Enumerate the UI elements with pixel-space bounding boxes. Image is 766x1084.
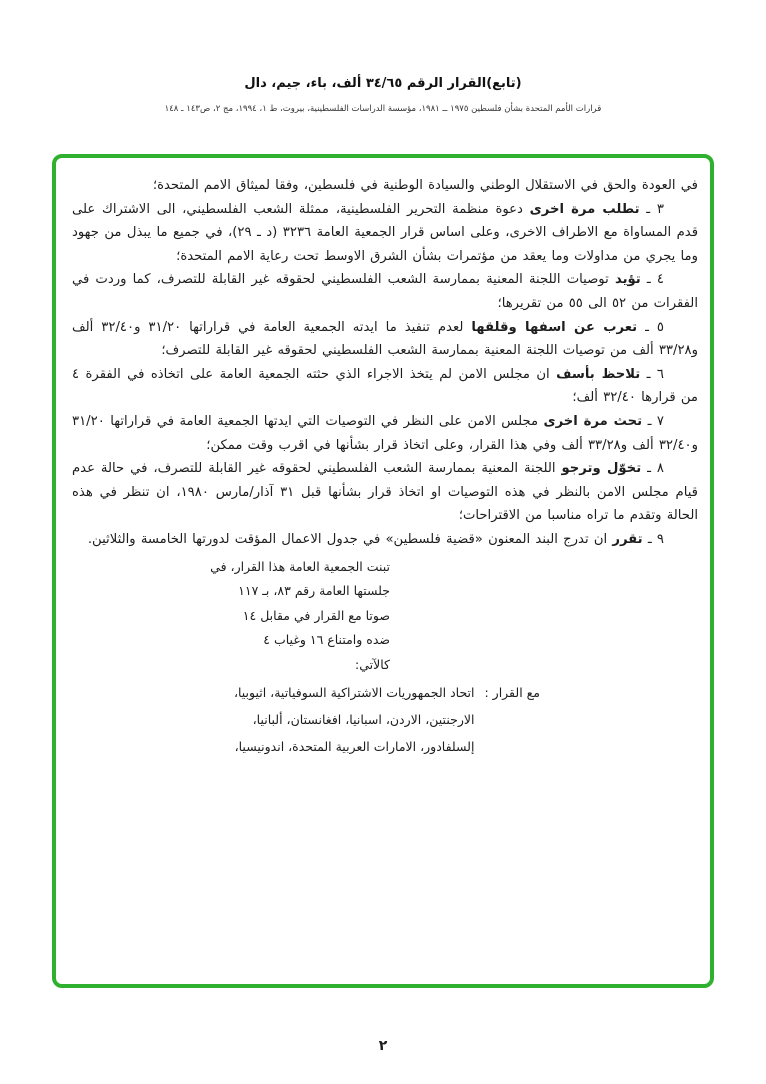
vote-for-label: مع القرار : (484, 685, 540, 701)
paragraph-body: ان تدرج البند المعنون «قضية فلسطين» في جدول الاعمال المؤقت لدورتها الخامسة والثلاثين. (87, 531, 608, 547)
resolution-title: (تابع)القرار الرقم ٣٤/٦٥ ألف، باء، جيم، دال (244, 76, 522, 91)
paragraph-lead: تعرب عن اسفها وقلقها (471, 319, 638, 335)
paragraph-number: ٨ ـ (647, 461, 664, 477)
paragraph-lead: تطلب مرة اخرى (529, 201, 640, 217)
resolution-paragraph-4 (72, 268, 698, 315)
paragraph-number: ٥ ـ (645, 319, 665, 335)
source-citation: قرارات الأمم المتحدة بشأن فلسطين ١٩٧٥ ــ ١٩٨١، مؤسسة الدراسات الفلسطينية، بيروت، ط ١، ١٩٩٤، مج ٢، ص١٤٣ ـ ١٤٨ (164, 104, 602, 114)
paragraph-number: ٩ ـ (647, 531, 664, 547)
resolution-frame (52, 154, 714, 988)
paragraph-number: ٤ ـ (646, 272, 665, 288)
resolution-paragraph-7 (72, 410, 698, 457)
vote-countries-line: إلسلفادور، الامارات العربية المتحدة، اندونيسيا، (234, 739, 475, 755)
paragraph-lead: تحث مرة اخرى (543, 413, 643, 429)
paragraph-body: ان مجلس الامن لم يتخذ الاجراء الذي حثته الجمعية العامة على اتخاذه في الفقرة ٤ من قرارها ٣٢/٤٠ ألف؛ (72, 366, 698, 406)
document-header (0, 76, 766, 114)
vote-record (72, 679, 540, 760)
paragraph-body: دعوة منظمة التحرير الفلسطينية، ممثلة الشعب الفلسطيني، الى الاشتراك على قدم المساواة مع الاطراف الاخرى، وعلى اساس قرار الجمعية العامة ٣٢٣٦ (د ـ ٢٩)، في جميع ما يبذل من جهود وما يجري من مداولات وما يعقد من مؤتمرات بشأن الشرق الاوسط تحت رعاية الامم المتحدة؛ (72, 201, 698, 264)
adoption-statement (72, 555, 390, 678)
paragraph-number: ٦ ـ (646, 366, 664, 382)
vote-countries-line: اتحاد الجمهوريات الاشتراكية السوفياتية، اثيوبيا، (233, 685, 475, 701)
resolution-paragraph-9 (72, 528, 698, 552)
adoption-line: ضده وامتناع ١٦ وغياب ٤ (263, 632, 390, 648)
resolution-paragraph-3 (72, 198, 698, 269)
paragraph-number: ٧ ـ (647, 413, 664, 429)
paragraph-number: ٣ ـ (646, 201, 664, 217)
vote-countries (72, 679, 474, 760)
paragraph-continuation: في العودة والحق في الاستقلال الوطني والسيادة الوطنية في فلسطين، وفقا لميثاق الامم المتحدة؛ (152, 178, 698, 193)
adoption-line: جلستها العامة رقم ٨٣، بـ ١١٧ (238, 583, 390, 599)
adoption-line: تبنت الجمعية العامة هذا القرار، في (210, 558, 390, 574)
paragraph-body: لعدم تنفيذ ما ايدته الجمعية العامة في قراراتها ٣١/٢٠ و٣٢/٤٠ ألف و٣٣/٢٨ ألف من توصيات اللجنة المعنية بممارسة الشعب الفلسطيني لحقوقه غير القابلة للتصرف؛ (72, 319, 698, 359)
paragraph-lead: تلاحظ بأسف (556, 366, 641, 382)
adoption-line: كالآتي: (355, 656, 390, 672)
paragraph-body: توصيات اللجنة المعنية بممارسة الشعب الفلسطيني لحقوقه غير القابلة للتصرف، كما وردت في الفقرات من ٥٢ الى ٥٥ من تقريرها؛ (72, 272, 698, 311)
paragraph-lead: تخوّل وترجو (561, 461, 642, 477)
resolution-paragraph-5 (72, 316, 698, 363)
vote-countries-line: الارجنتين، الاردن، اسبانيا، افغانستان، ألبانيا، (252, 712, 475, 728)
paragraph-lead: تؤيد (614, 272, 641, 288)
paragraph-body: مجلس الامن على النظر في التوصيات التي ايدتها الجمعية العامة في قراراتها ٣١/٢٠ و٣٢/٤٠ ألف و٣٣/٢٨ ألف وفي هذا القرار، وعلى اتخاذ قرار بشأنها في اقرب وقت ممكن؛ (72, 413, 698, 453)
resolution-paragraph-6 (72, 363, 698, 410)
resolution-paragraph-8 (72, 457, 698, 528)
paragraph-body: اللجنة المعنية بممارسة الشعب الفلسطيني لحقوقه غير القابلة للتصرف، في حالة عدم قيام مجلس الامن بالنظر في هذه التوصيات او اتخاذ قرار بشأنها قبل ٣١ آذار/مارس ١٩٨٠، ان تنظر في هذه الحالة وتقدم ما تراه مناسبا من الاقتراحات؛ (72, 461, 698, 524)
adoption-line: صوتا مع القرار في مقابل ١٤ (242, 607, 390, 623)
page-number: ٢ (378, 1038, 388, 1054)
paragraph-lead: تقرر (612, 531, 643, 547)
